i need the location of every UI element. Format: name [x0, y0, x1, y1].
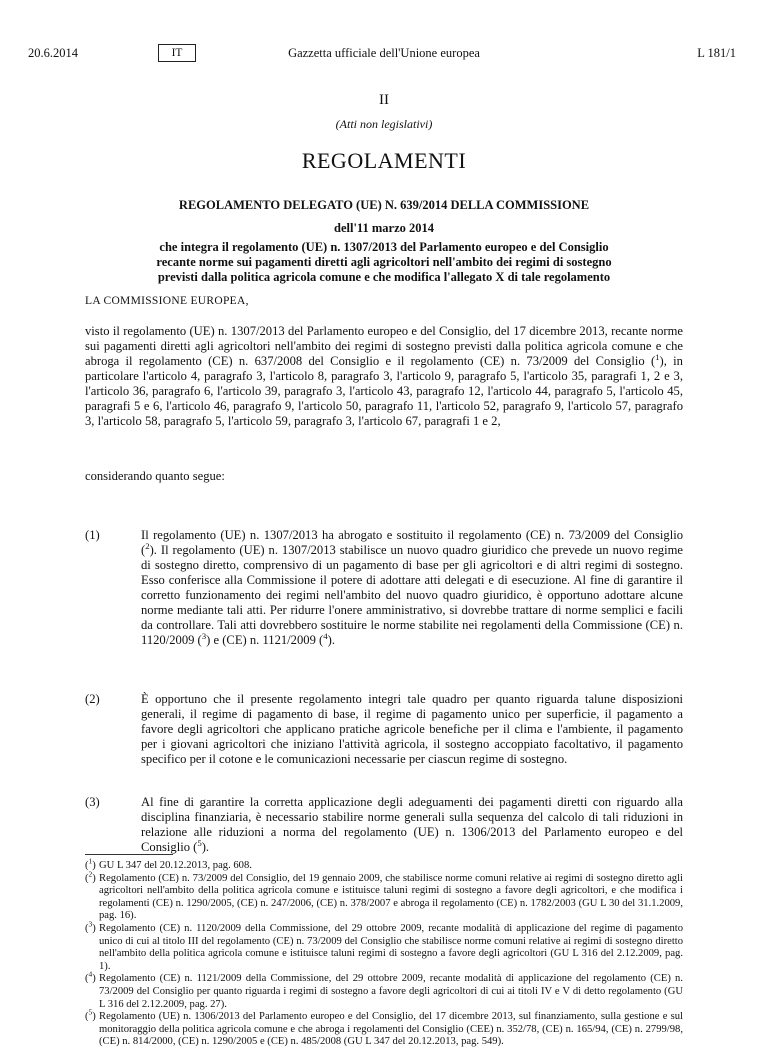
footnote-text: Regolamento (CE) n. 1121/2009 della Commissione, del 29 ottobre 2009, recante modalità di applicazione del regolamento (CE) n. 73/2009 del Consiglio per quanto riguarda i regimi di sostegno a favore degli agricoltori di cui ai titoli IV e V di detto regolamento (GU L 316 del 2.12.2009, pag. 27). [99, 973, 683, 1010]
footnote-number-value: 2 [88, 869, 93, 879]
footnote-number-value: 3 [88, 919, 93, 929]
recital-number: (1) [85, 528, 100, 542]
journal-title: Gazzetta ufficiale dell'Unione europea [288, 46, 480, 60]
footnote-number: ($^5$) [85, 1007, 96, 1023]
recital-body [141, 795, 683, 855]
regulation-date: dell'11 marzo 2014 [334, 221, 434, 235]
recital-2 [85, 692, 683, 767]
recital-text: Il regolamento (UE) n. 1307/2013 ha abrogato e sostituito il regolamento (CE) n. 73/2009 del Consiglio ( [141, 528, 683, 557]
non-legislative-label: (Atti non legislativi) [335, 117, 433, 131]
recital-text: ) e (CE) n. 1121/2009 ( [206, 633, 324, 647]
footnote-5 [85, 1007, 683, 1049]
recital-text: ). [327, 633, 335, 647]
footnote-ref-3[interactable]: 3 [201, 630, 207, 641]
recital-text: Al fine di garantire la corretta applicazione degli adeguamenti dei pagamenti diretti con riguardo alla disciplina finanziaria, è necessario stabilire norme generali sulla sequenza del calcolo di tali riduzioni in relazione alle riduzioni a norma del regolamento (UE) n. 1306/2013 del Parlamento europeo e del Consiglio ( [141, 795, 683, 854]
recital-1 [85, 528, 683, 648]
footnote-2 [85, 869, 683, 923]
footnote-text: Regolamento (CE) n. 1120/2009 della Commissione, del 29 ottobre 2009, recante modalità di applicazione del regime di pagamento unico di cui al titolo III del regolamento (CE) n. 73/2009 del Consiglio che stabilisce norme comuni relative ai regimi di sostegno diretto nell'ambito della politica agricola comune e istituisce taluni regimi di sostegno a favore degli agricoltori (GU L 316 del 2.12.2009, pag. 1). [99, 922, 683, 972]
footnote-ref-4[interactable]: 4 [323, 630, 328, 641]
regulation-title: REGOLAMENTO DELEGATO (UE) N. 639/2014 DELLA COMMISSIONE [178, 198, 590, 212]
footnote-ref-5[interactable]: 5 [197, 837, 202, 848]
series-number: II [379, 92, 389, 108]
recital-3 [85, 795, 683, 855]
considering-line: considerando quanto segue: [85, 469, 225, 483]
footnote-4 [85, 969, 683, 1011]
visto-text-b: ), in particolare l'articolo 4, paragrafo 3, l'articolo 8, paragrafo 3, l'articolo 9, paragrafo 5, l'articolo 35, paragrafi 1, 2 e 3, l'articolo 36, paragrafo 6, l'articolo 39, paragrafo 3, l'articolo 43, paragrafo 12, l'articolo 44, paragrafo 5, l'articolo 45, paragrafi 5 e 6, l'articolo 46, paragrafo 9, l'articolo 50, paragrafo 11, l'articolo 52, paragrafo 9, l'articolo 57, paragrafo 3, l'articolo 58, paragrafo 5, l'articolo 59, paragrafo 3, l'articolo 67, paragrafi 1 e 2, [85, 354, 683, 428]
footnote-number: ($^4$) [85, 969, 96, 985]
recital-number: (3) [85, 795, 100, 809]
recital-number: (2) [85, 692, 100, 706]
footnote-text: GU L 347 del 20.12.2013, pag. 608. [99, 860, 252, 871]
footnote-text: Regolamento (CE) n. 73/2009 del Consiglio, del 19 gennaio 2009, che stabilisce norme comuni relative ai regimi di sostegno diretto agli agricoltori nell'ambito della politica agricola comune e istituisce taluni regimi di sostegno a favore degli agricoltori, e che modifica i regolamenti (CE) n. 1290/2005, (CE) n. 247/2006, (CE) n. 378/2007 e abroga il regolamento (CE) n. 1782/2003 (GU L 30 del 31.1.2009, pag. 16). [99, 872, 683, 922]
recital-body [141, 528, 683, 648]
page-reference: L 181/1 [697, 46, 736, 60]
footnotes [85, 856, 683, 1049]
footnote-ref-1[interactable]: 1 [655, 351, 660, 362]
visto-text-a: visto il regolamento (UE) n. 1307/2013 del Parlamento europeo e del Consiglio, del 17 dicembre 2013, recante norme sui pagamenti diretti agli agricoltori nell'ambito dei regimi di sostegno previsti dalla politica agricola comune e che abroga il regolamento (CE) n. 637/2008 del Consiglio e il regolamento (CE) n. 73/2009 del Consiglio ( [85, 324, 683, 368]
page-header [24, 44, 744, 64]
language-badge: IT [158, 44, 196, 62]
recital-body: È opportuno che il presente regolamento integri tale quadro per quanto riguarda talune disposizioni generali, il regime di pagamento di base, il regime di pagamento unico per superficie, il pagamento a favore degli agricoltori che applicano pratiche agricole benefiche per il clima e l'ambiente, il pagamento per i giovani agricoltori che iniziano l'attività agricola, il sostegno accoppiato facoltativo, il pagamento specifico per il cotone e le comunicazioni necessarie per ciascun regime di sostegno. [141, 692, 683, 766]
footnote-3 [85, 919, 683, 973]
footnote-divider [85, 854, 173, 855]
footnote-text: Regolamento (UE) n. 1306/2013 del Parlamento europeo e del Consiglio, del 17 dicembre 2013, sul finanziamento, sulla gestione e sul monitoraggio della politica agricola comune e che abroga i regolamenti del Consiglio (CEE) n. 352/78, (CE) n. 165/94, (CE) n. 2799/98, (CE) n. 814/2000, (CE) n. 1290/2005 e (CE) n. 485/2008 (GU L 347 del 20.12.2013, pag. 549). [99, 1011, 683, 1048]
recital-text: ). [201, 840, 210, 854]
footnote-number-value: 1 [88, 856, 93, 866]
footnote-number-value: 5 [88, 1007, 93, 1017]
header-date: 20.6.2014 [28, 46, 78, 60]
footnote-1 [85, 856, 683, 873]
section-title: REGOLAMENTI [301, 148, 467, 173]
footnote-number-value: 4 [88, 969, 93, 979]
footnote-number: ($^1$) [85, 856, 96, 871]
footnote-ref-2[interactable]: 2 [145, 540, 150, 551]
regulation-subject: che integra il regolamento (UE) n. 1307/2013 del Parlamento europeo e del Consiglio recante norme sui pagamenti diretti agli agricoltori nell'ambito dei regimi di sostegno previsti dalla politica agricola comune e che modifica l'allegato X di tale regolamento [156, 240, 612, 284]
footnote-number: ($^3$) [85, 919, 96, 934]
issuing-authority: LA COMMISSIONE EUROPEA, [85, 295, 249, 307]
recital-text: ). Il regolamento (UE) n. 1307/2013 stabilisce un nuovo quadro giuridico che prevede un nuovo regime di sostegno diretto, comprensivo di un pagamento di base per gli agricoltori e di altri regimi di sostegno. Esso conferisce alla Commissione il potere di adottare atti delegati e di esecuzione. Al fine di garantire il corretto funzionamento dei regimi nell'ambito del nuovo quadro giuridico, è opportuno adottare alcune norme mediante tali atti. Per ridurre l'onere amministrativo, si dovrebbe trattare di norme semplici e facili da controllare. Tali atti dovrebbero sostituire le norme stabilite nei regolamenti della Commissione (CE) n. 1120/2009 ( [141, 543, 683, 647]
footnote-number: ($^2$) [85, 869, 96, 884]
visto-paragraph [85, 324, 683, 429]
